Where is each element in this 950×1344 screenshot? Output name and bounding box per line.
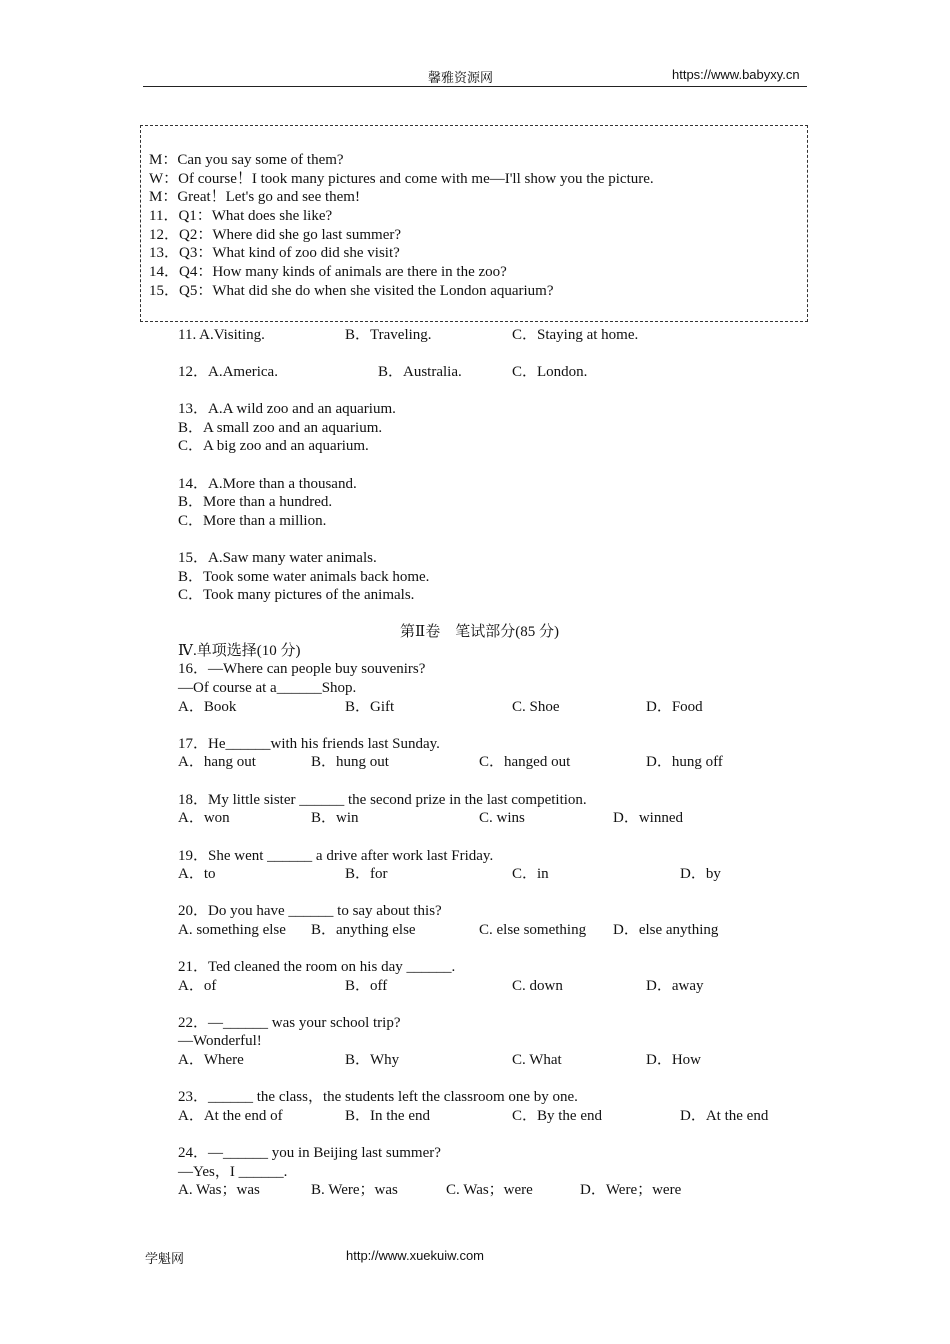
- q20-option-b: B．anything else: [311, 922, 416, 938]
- transcript-line: 14．Q4：How many kinds of animals are there in the zoo?: [149, 264, 507, 280]
- q22-option-b: B．Why: [345, 1052, 400, 1068]
- transcript-line: W：Of course！I took many pictures and come with me—I'll show you the picture.: [149, 171, 654, 187]
- q22-stem: 22．—______ was your school trip?: [178, 1015, 401, 1031]
- q24-option-c: C. Was；were: [446, 1182, 533, 1198]
- q14-option-c: C．More than a million.: [178, 513, 327, 529]
- transcript-line: 12．Q2：Where did she go last summer?: [149, 227, 402, 243]
- q21-option-a: A．of: [178, 978, 217, 994]
- q15-option-b: B．Took some water animals back home.: [178, 569, 430, 585]
- transcript-line: M：Great！Let's go and see them!: [149, 189, 360, 205]
- q12-option-a: 12．A.America.: [178, 364, 278, 380]
- q19-option-c: C．in: [512, 866, 549, 882]
- q18-stem: 18．My little sister ______ the second prize in the last competition.: [178, 792, 587, 808]
- q23-stem: 23．______ the class，the students left the classroom one by one.: [178, 1089, 578, 1105]
- q20-stem: 20．Do you have ______ to say about this?: [178, 903, 442, 919]
- header-divider: [143, 86, 807, 87]
- q24-option-b: B. Were；was: [311, 1182, 398, 1198]
- q16-stem: 16．—Where can people buy souvenirs?: [178, 661, 426, 677]
- q20-option-a: A. something else: [178, 922, 286, 938]
- q19-option-a: A．to: [178, 866, 216, 882]
- q17-stem: 17．He______with his friends last Sunday.: [178, 736, 440, 752]
- q22-option-c: C. What: [512, 1052, 562, 1068]
- q13-option-b: B．A small zoo and an aquarium.: [178, 420, 383, 436]
- q13-option-a: 13．A.A wild zoo and an aquarium.: [178, 401, 396, 417]
- q18-option-a: A．won: [178, 810, 230, 826]
- q24-option-d: D．Were；were: [580, 1182, 682, 1198]
- q21-option-c: C. down: [512, 978, 563, 994]
- q23-option-d: D．At the end: [680, 1108, 769, 1124]
- part2-title: 第Ⅱ卷 笔试部分(85 分): [400, 624, 559, 640]
- q20-option-d: D．else anything: [613, 922, 719, 938]
- transcript-line: M：Can you say some of them?: [149, 152, 344, 168]
- q21-option-d: D．away: [646, 978, 704, 994]
- q16-option-a: A．Book: [178, 699, 237, 715]
- q24-stem-2: —Yes，I ______.: [178, 1164, 288, 1180]
- q17-option-c: C．hanged out: [479, 754, 571, 770]
- q12-option-b: B．Australia.: [378, 364, 462, 380]
- q16-option-c: C. Shoe: [512, 699, 560, 715]
- q22-stem-2: —Wonderful!: [178, 1033, 262, 1049]
- q11-option-c: C．Staying at home.: [512, 327, 639, 343]
- q15-option-c: C．Took many pictures of the animals.: [178, 587, 415, 603]
- q21-option-b: B．off: [345, 978, 388, 994]
- q22-option-d: D．How: [646, 1052, 701, 1068]
- q23-option-a: A．At the end of: [178, 1108, 283, 1124]
- q14-option-a: 14．A.More than a thousand.: [178, 476, 357, 492]
- transcript-line: 11．Q1：What does she like?: [149, 208, 333, 224]
- q13-option-c: C．A big zoo and an aquarium.: [178, 438, 369, 454]
- header-site-url[interactable]: https://www.babyxy.cn: [672, 67, 800, 82]
- q19-option-b: B．for: [345, 866, 388, 882]
- q17-option-b: B．hung out: [311, 754, 389, 770]
- q23-option-c: C．By the end: [512, 1108, 602, 1124]
- q22-option-a: A．Where: [178, 1052, 244, 1068]
- q16-option-b: B．Gift: [345, 699, 395, 715]
- q12-option-c: C．London.: [512, 364, 588, 380]
- q18-option-c: C. wins: [479, 810, 525, 826]
- q15-option-a: 15．A.Saw many water animals.: [178, 550, 377, 566]
- q16-stem-2: —Of course at a______Shop.: [178, 680, 357, 696]
- q18-option-d: D．winned: [613, 810, 683, 826]
- transcript-line: 13．Q3：What kind of zoo did she visit?: [149, 245, 400, 261]
- q18-option-b: B．win: [311, 810, 359, 826]
- q17-option-a: A．hang out: [178, 754, 256, 770]
- footer-site-name: 学魁网: [145, 1252, 185, 1267]
- q23-option-b: B．In the end: [345, 1108, 430, 1124]
- header-site-name: 馨雅资源网: [428, 71, 494, 86]
- q24-option-a: A. Was；was: [178, 1182, 260, 1198]
- q17-option-d: D．hung off: [646, 754, 723, 770]
- q11-option-b: B．Traveling.: [345, 327, 432, 343]
- q21-stem: 21．Ted cleaned the room on his day ______.: [178, 959, 456, 975]
- q20-option-c: C. else something: [479, 922, 587, 938]
- footer-site-url[interactable]: http://www.xuekuiw.com: [346, 1248, 484, 1263]
- q14-option-b: B．More than a hundred.: [178, 494, 333, 510]
- q24-stem: 24．—______ you in Beijing last summer?: [178, 1145, 441, 1161]
- q19-stem: 19．She went ______ a drive after work last Friday.: [178, 848, 494, 864]
- q16-option-d: D．Food: [646, 699, 703, 715]
- transcript-line: 15．Q5：What did she do when she visited the London aquarium?: [149, 283, 554, 299]
- q11-option-a: 11. A.Visiting.: [178, 327, 265, 343]
- q19-option-d: D．by: [680, 866, 721, 882]
- section-heading: Ⅳ.单项选择(10 分): [178, 643, 301, 659]
